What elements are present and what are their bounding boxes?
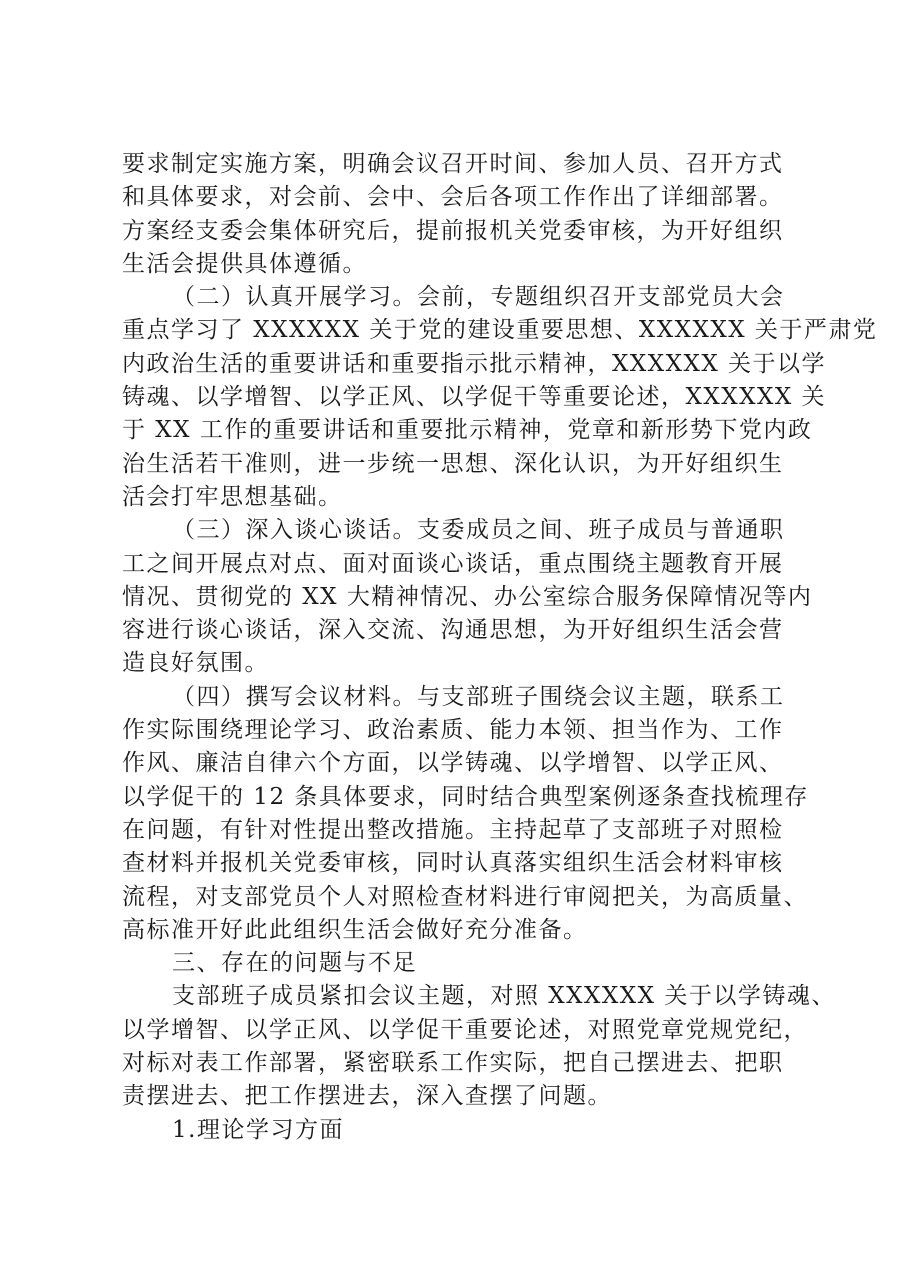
text-line: 高标准开好此此组织生活会做好充分准备。 xyxy=(122,916,588,943)
text-line: 内政治生活的重要讲话和重要指示批示精神，XXXXXX 关于以学 xyxy=(122,350,827,377)
subheading-1: 1.理论学习方面 xyxy=(172,1116,344,1143)
text-line: 容进行谈心谈话，深入交流、沟通思想，为开好组织生活会营 xyxy=(122,617,784,644)
text-line: 作风、廉洁自律六个方面，以学铸魂、以学增智、以学正风、 xyxy=(122,750,784,777)
text-line: 方案经支委会集体研究后，提前报机关党委审核，为开好组织 xyxy=(122,217,784,244)
section-heading-3: （三）深入谈心谈话。支委成员之间、班子成员与普通职 xyxy=(172,517,785,544)
document-body xyxy=(122,148,878,1147)
text-line: 工之间开展点对点、面对面谈心谈话，重点围绕主题教育开展 xyxy=(122,550,784,577)
text-line: 在问题，有针对性提出整改措施。主持起草了支部班子对照检 xyxy=(122,816,784,843)
text-line: 铸魂、以学增智、以学正风、以学促干等重要论述，XXXXXX 关 xyxy=(122,384,827,411)
text-line: 要求制定实施方案，明确会议召开时间、参加人员、召开方式 xyxy=(122,151,784,177)
section-heading-2: （二）认真开展学习。会前，专题组织召开支部党员大会 xyxy=(172,284,785,311)
text-line: 支部班子成员紧扣会议主题，对照 XXXXXX 关于以学铸魂、 xyxy=(172,983,836,1010)
text-line: 流程，对支部党员个人对照检查材料进行审阅把关，为高质量、 xyxy=(122,883,808,910)
text-line: 作实际围绕理论学习、政治素质、能力本领、担当作为、工作 xyxy=(122,717,784,744)
text-line: 以学增智、以学正风、以学促干重要论述，对照党章党规党纪， xyxy=(122,1016,808,1043)
section-heading-4: （四）撰写会议材料。与支部班子围绕会议主题，联系工 xyxy=(172,683,785,710)
text-line: 生活会提供具体遵循。 xyxy=(122,250,367,277)
text-line: 和具体要求，对会前、会中、会后各项工作作出了详细部署。 xyxy=(122,184,784,211)
text-line: 查材料并报机关党委审核，同时认真落实组织生活会材料审核 xyxy=(122,850,784,877)
text-line: 对标对表工作部署，紧密联系工作实际，把自己摆进去、把职 xyxy=(122,1050,784,1077)
text-line: 以学促干的 12 条具体要求，同时结合典型案例逐条查找梳理存 xyxy=(122,783,809,810)
text-line: 情况、贯彻党的 XX 大精神情况、办公室综合服务保障情况等内 xyxy=(122,583,813,610)
text-line: 造良好氛围。 xyxy=(122,650,269,677)
text-line: 治生活若干准则，进一步统一思想、深化认识，为开好组织生 xyxy=(122,450,784,477)
text-line: 责摆进去、把工作摆进去，深入查摆了问题。 xyxy=(122,1083,612,1110)
text-line: 重点学习了 XXXXXX 关于党的建设重要思想、XXXXXX 关于严肃党 xyxy=(122,317,878,344)
chapter-heading-3: 三、存在的问题与不足 xyxy=(172,950,417,977)
text-line: 活会打牢思想基础。 xyxy=(122,483,343,510)
text-line: 于 XX 工作的重要讲话和重要批示精神，党章和新形势下党内政 xyxy=(122,417,813,444)
